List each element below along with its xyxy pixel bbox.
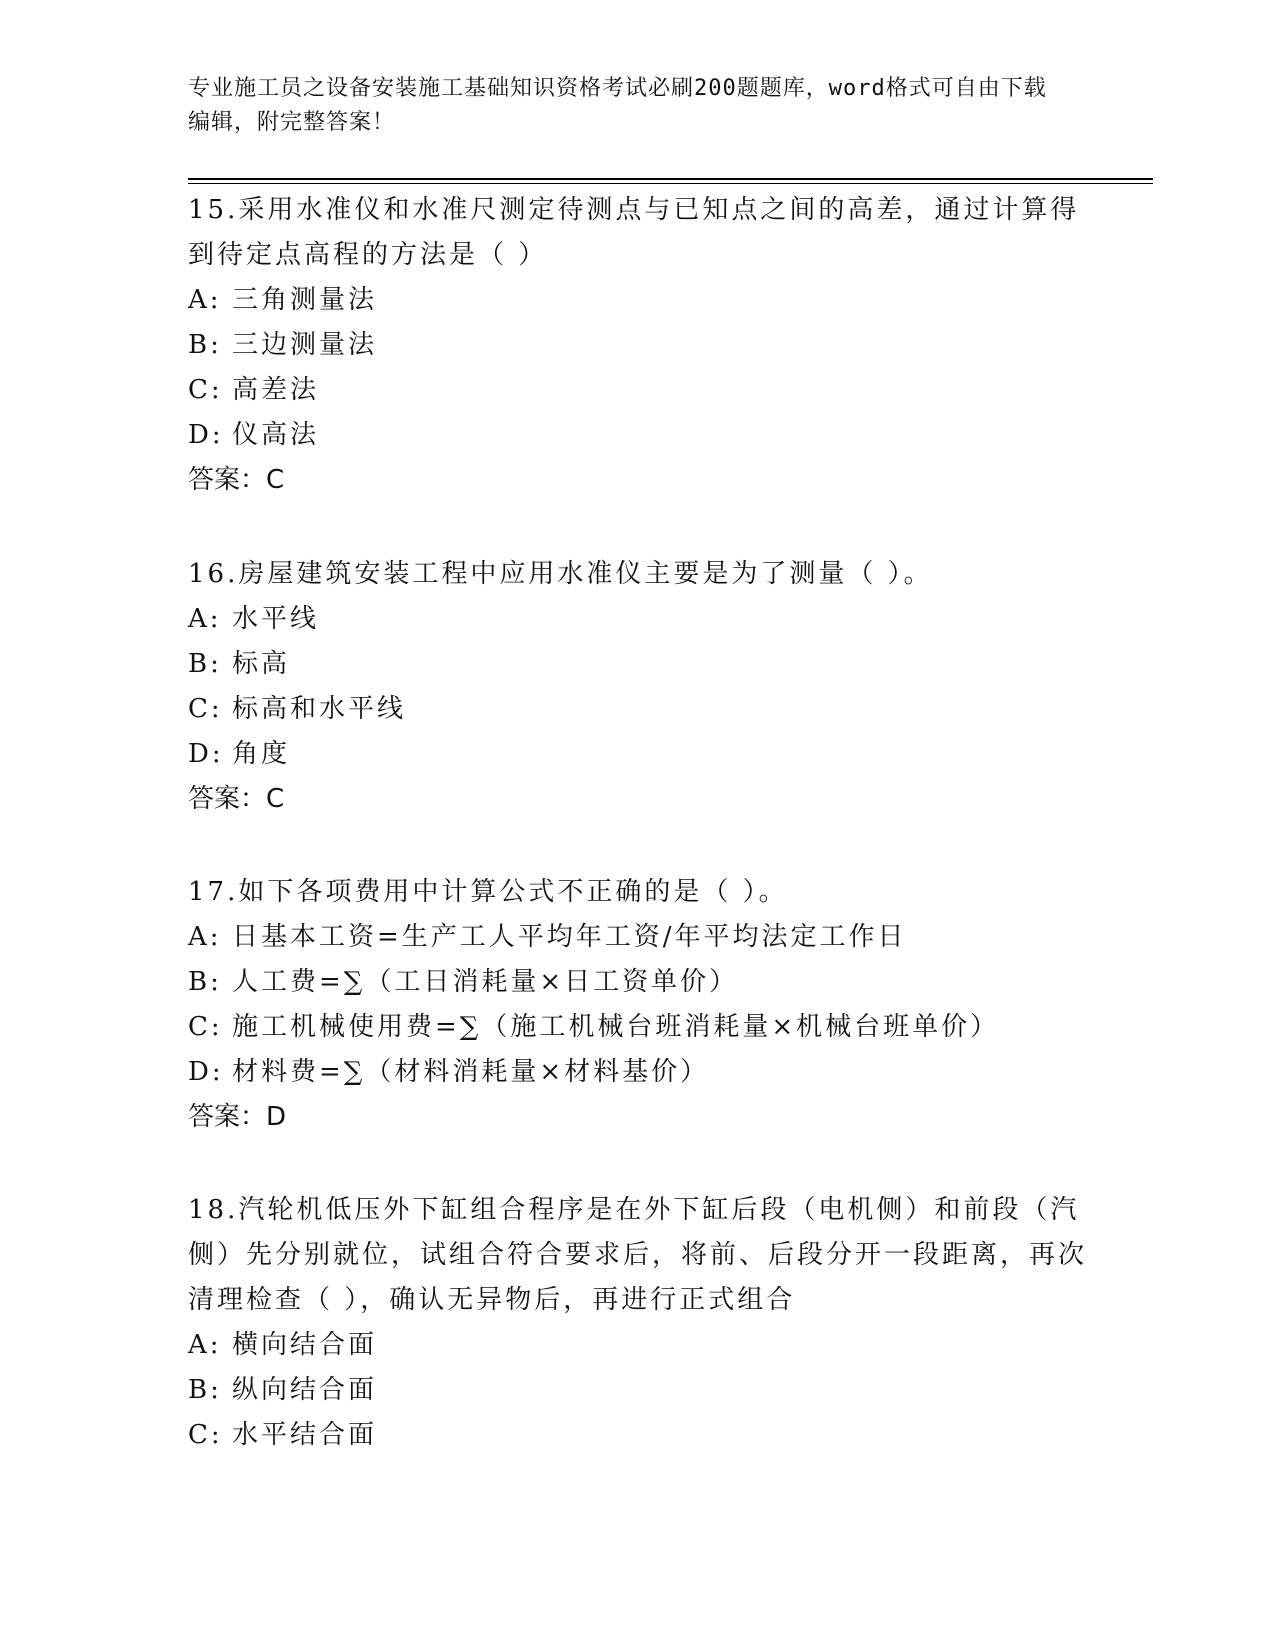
option-b	[188, 323, 1088, 368]
header-divider-thick	[188, 178, 1153, 180]
option-text: 纵向结合面	[232, 1375, 378, 1405]
document-header-title: 专业施工员之设备安装施工基础知识资格考试必刷200题题库，word格式可自由下载编辑，附完整答案！	[188, 76, 1047, 135]
option-c	[188, 1413, 1088, 1458]
option-text: 角度	[232, 739, 291, 769]
header-divider-thin	[188, 183, 1153, 184]
option-text: 日基本工资=生产工人平均年工资/年平均法定工作日	[232, 922, 907, 952]
option-key: C:	[188, 375, 223, 405]
option-c	[188, 1005, 1088, 1050]
option-c	[188, 368, 1088, 413]
option-a	[188, 278, 1088, 323]
question-16	[188, 552, 1088, 822]
option-text: 标高和水平线	[232, 694, 407, 724]
answer-line: 答案：C	[188, 465, 285, 495]
option-text: 施工机械使用费=∑（施工机械台班消耗量×机械台班单价）	[232, 1012, 1000, 1042]
option-text: 三边测量法	[232, 330, 378, 360]
option-text: 高差法	[232, 375, 320, 405]
option-key: A:	[188, 922, 222, 952]
option-key: B:	[188, 330, 222, 360]
option-key: C:	[188, 1420, 223, 1450]
option-key: A:	[188, 285, 222, 315]
option-text: 水平线	[232, 604, 320, 634]
answer-line: 答案：C	[188, 784, 285, 814]
option-text: 三角测量法	[232, 285, 378, 315]
question-18	[188, 1188, 1088, 1458]
option-d	[188, 1050, 1088, 1095]
option-key: C:	[188, 1012, 223, 1042]
option-c	[188, 687, 1088, 732]
question-stem: 15.采用水准仪和水准尺测定待测点与已知点之间的高差，通过计算得到待定点高程的方法是（ ）	[188, 195, 1080, 270]
option-a	[188, 1323, 1088, 1368]
option-text: 材料费=∑（材料消耗量×材料基价）	[232, 1057, 710, 1087]
option-key: D:	[188, 739, 224, 769]
option-key: B:	[188, 1375, 222, 1405]
question-stem: 18.汽轮机低压外下缸组合程序是在外下缸后段（电机侧）和前段（汽侧）先分别就位，试组合符合要求后，将前、后段分开一段距离，再次清理检查（ ），确认无异物后，再进行正式组合	[188, 1195, 1088, 1315]
option-a	[188, 915, 1088, 960]
option-a	[188, 597, 1088, 642]
option-key: D:	[188, 1057, 224, 1087]
option-b	[188, 1368, 1088, 1413]
option-text: 横向结合面	[232, 1330, 378, 1360]
option-key: D:	[188, 420, 224, 450]
option-key: A:	[188, 604, 222, 634]
question-stem: 16.房屋建筑安装工程中应用水准仪主要是为了测量（ ）。	[188, 559, 933, 589]
option-key: C:	[188, 694, 223, 724]
question-17	[188, 870, 1088, 1140]
option-text: 标高	[232, 649, 291, 679]
option-key: B:	[188, 967, 222, 997]
option-key: B:	[188, 649, 222, 679]
option-text: 仪高法	[232, 420, 320, 450]
option-b	[188, 642, 1088, 687]
option-key: A:	[188, 1330, 222, 1360]
question-stem: 17.如下各项费用中计算公式不正确的是（ ）。	[188, 877, 788, 907]
option-text: 水平结合面	[232, 1420, 378, 1450]
answer-line: 答案：D	[188, 1102, 287, 1132]
option-d	[188, 732, 1088, 777]
option-text: 人工费=∑（工日消耗量×日工资单价）	[232, 967, 739, 997]
question-15	[188, 188, 1088, 503]
option-d	[188, 413, 1088, 458]
option-b	[188, 960, 1088, 1005]
